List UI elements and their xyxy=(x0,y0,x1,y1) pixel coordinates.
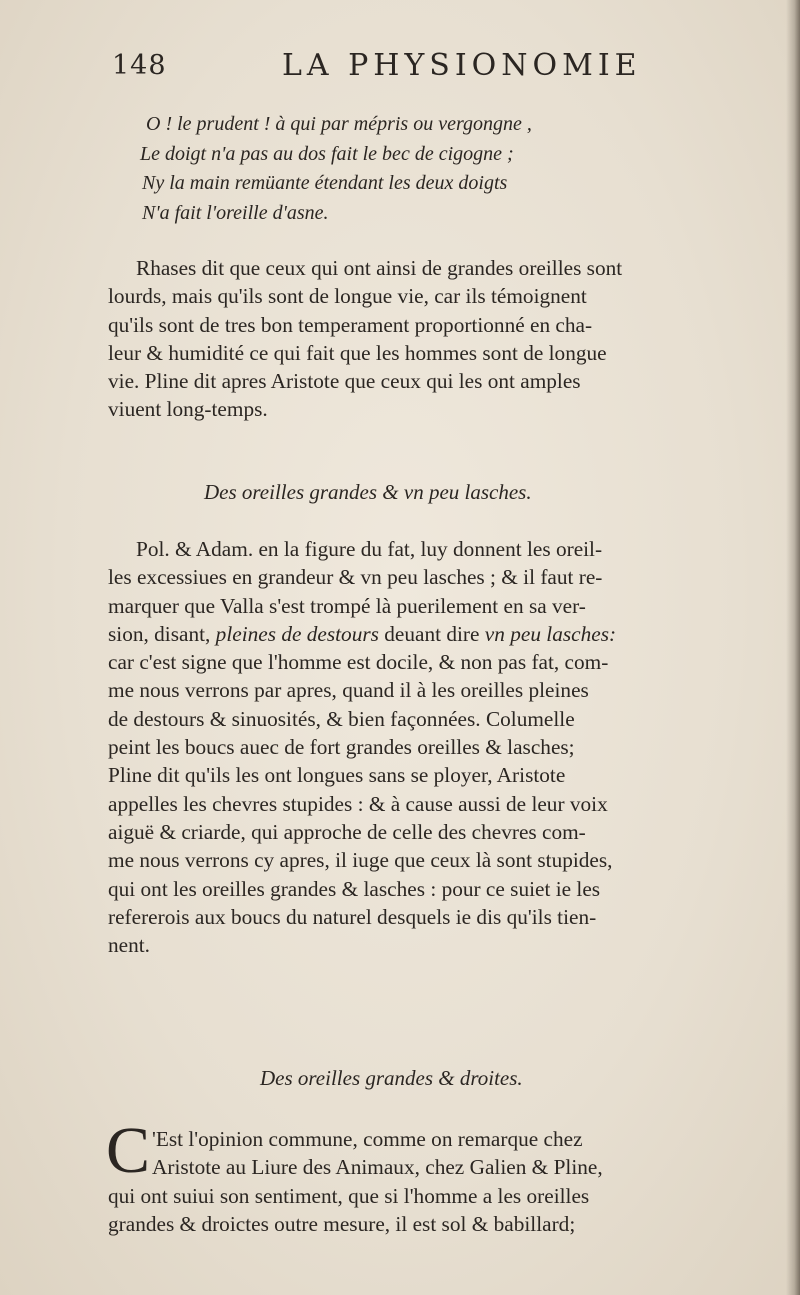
text-line: refererois aux boucs du naturel desquels ie dis qu'ils tien- xyxy=(108,904,597,929)
text-line: Pol. & Adam. en la figure du fat, luy donnent les oreil- xyxy=(136,537,603,561)
text-line: leur & humidité ce qui fait que les hommes sont de longue xyxy=(108,340,607,365)
running-title: LA PHYSIONOMIE xyxy=(282,48,642,83)
text-line: Aristote au Liure des Animaux, chez Galien & Pline, xyxy=(152,1155,603,1180)
text-span: sion, disant, xyxy=(108,621,216,646)
page-header xyxy=(112,48,652,88)
text-line: marquer que Valla s'est trompé là puerilement en sa ver- xyxy=(108,593,586,618)
paragraph-pol-adam xyxy=(108,535,784,959)
text-line: car c'est signe que l'homme est docile, & non pas fat, com- xyxy=(108,650,609,675)
text-line: lourds, mais qu'ils sont de longue vie, car ils témoignent xyxy=(108,284,587,309)
page-edge-shadow xyxy=(786,0,800,1295)
italic-span: vn peu lasches: xyxy=(484,621,617,646)
text-line: grandes & droictes outre mesure, il est sol & babillard; xyxy=(108,1211,576,1236)
text-line: de destours & sinuosités, & bien façonnées. Columelle xyxy=(108,706,575,731)
text-line: me nous verrons par apres, quand il à les oreilles pleines xyxy=(108,678,589,703)
page-number: 148 xyxy=(112,50,167,81)
drop-cap: C xyxy=(106,1114,151,1187)
text-line xyxy=(108,620,784,648)
italic-span: pleines de destours xyxy=(215,621,379,646)
text-line: peint les boucs auec de fort grandes oreilles & lasches; xyxy=(108,735,575,760)
text-line: qui ont les oreilles grandes & lasches : pour ce suiet ie les xyxy=(108,876,601,901)
text-line: Pline dit qu'ils les ont longues sans se ployer, Aristote xyxy=(108,763,566,788)
text-line: nent. xyxy=(108,933,150,958)
section-heading: Des oreilles grandes & droites. xyxy=(260,1066,523,1090)
section-heading: Des oreilles grandes & vn peu lasches. xyxy=(204,480,532,504)
text-line: Rhases dit que ceux qui ont ainsi de grandes oreilles sont xyxy=(136,256,623,280)
text-line: appelles les chevres stupides : & à cause aussi de leur voix xyxy=(108,791,608,816)
text-span: deuant dire xyxy=(378,621,485,646)
verse-line: N'a fait l'oreille d'asne. xyxy=(142,201,329,224)
verse-line: O ! le prudent ! à qui par mépris ou vergongne , xyxy=(146,113,532,135)
text-line: les excessiues en grandeur & vn peu lasches ; & il faut re- xyxy=(108,565,603,590)
text-line: 'Est l'opinion commune, comme on remarque chez xyxy=(152,1127,583,1151)
text-line: me nous verrons cy apres, il iuge que ceux là sont stupides, xyxy=(108,848,613,873)
text-line: aiguë & criarde, qui approche de celle des chevres com- xyxy=(108,819,586,844)
paragraph-opinion xyxy=(108,1125,784,1238)
text-line: qu'ils sont de tres bon temperament proportionné en cha- xyxy=(108,312,593,337)
text-line: viuent long-temps. xyxy=(108,397,268,422)
text-line: vie. Pline dit apres Aristote que ceux qui les ont amples xyxy=(108,369,581,394)
verse-block xyxy=(140,110,766,228)
text-line: qui ont suiui son sentiment, que si l'homme a les oreilles xyxy=(108,1183,590,1208)
paragraph-rhases xyxy=(108,254,784,424)
verse-line: Ny la main remüante étendant les deux doigts xyxy=(142,172,508,194)
verse-line: Le doigt n'a pas au dos fait le bec de cigogne ; xyxy=(140,142,514,165)
